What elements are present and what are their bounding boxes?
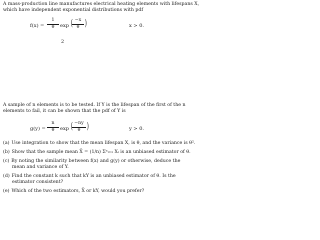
page-number: 2 [61,40,65,45]
pdf-g-right-paren: ) [86,122,89,132]
question-b-label: (b) [3,150,10,155]
question-c-text-1: By noting the similarity between f(x) and g(y) or otherwise, deduce the [11,159,181,164]
pdf-g-exponent [72,121,86,133]
question-d-cont [12,180,63,186]
pdf-g-condition: y > 0. [129,126,144,132]
question-c-cont [12,165,69,171]
pdf-g-coef-denominator: θ [51,128,55,134]
pdf-f-coefficient [47,18,59,30]
question-e-text: Which of the two estimators, X̄ or kY, would you prefer? [11,189,145,194]
pdf-f-exp-numerator: −x [74,18,82,23]
pdf-f-coef-denominator: θ [51,25,55,31]
sample-line-2: elements to fail, it can be shown that the pdf of Y is [3,109,126,114]
pdf-g-exp-label: exp [60,126,69,132]
question-a [3,141,195,147]
pdf-g-coef-numerator: n [51,121,55,126]
pdf-f-right-paren: ) [84,19,87,29]
question-c-text-2: mean and variance of Y. [12,165,69,170]
question-b [3,150,191,156]
question-e-label: (e) [3,189,10,194]
question-e [3,189,144,195]
question-d-label: (d) [3,174,10,179]
pdf-f-coef-numerator: 1 [51,18,55,23]
pdf-g-left-paren: ( [70,122,73,132]
intro-line-2: which have independent exponential distributions with pdf [3,8,144,13]
question-a-label: (a) [3,141,10,146]
question-b-text: Show that the sample mean X̄ = (1/n) Σⁿᵢ₌₁ Xᵢ is an unbiased estimator of θ. [11,150,191,155]
pdf-f-exp-denominator: θ [76,25,80,31]
pdf-f-exponent [72,18,84,30]
intro-line-1: A mass-production line manufactures electrical heating elements with lifespans X, [3,2,200,7]
question-c [3,159,180,165]
question-d-text-2: estimator consistent? [12,180,64,185]
pdf-g-exp-denominator: θ [77,128,81,134]
question-d [3,174,176,180]
pdf-f-left-paren: ( [70,19,73,29]
question-c-label: (c) [3,159,10,164]
pdf-g-lhs: g(y) = [30,126,46,132]
sample-line-1: A sample of n elements is to be tested. If Y is the lifespan of the first of the n [3,103,186,108]
pdf-f-lhs: f(x) = [30,23,45,29]
pdf-f-exp-label: exp [60,23,69,29]
question-d-text-1: Find the constant k such that kY is an unbiased estimator of θ. Is the [11,174,176,179]
question-a-text: Use integration to show that the mean lifespan X, is θ, and the variance is θ². [11,141,196,146]
pdf-f-condition: x > 0. [129,23,144,29]
pdf-g-coefficient [47,121,59,133]
pdf-g-exp-numerator: −ny [74,121,84,126]
